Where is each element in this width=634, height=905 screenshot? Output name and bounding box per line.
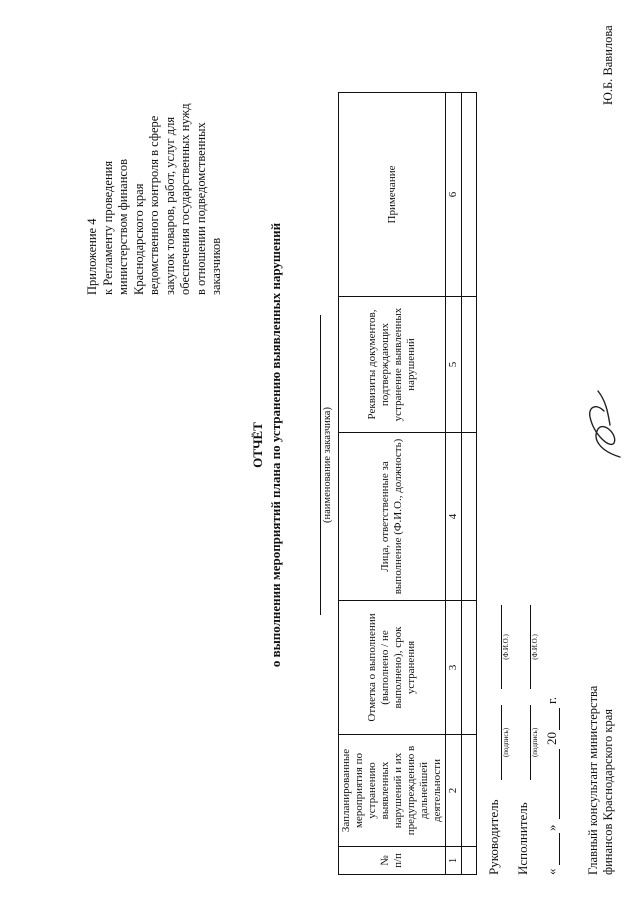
executor-name-hint: (Ф.И.О.)	[531, 634, 539, 660]
table-cell[interactable]	[462, 847, 477, 875]
appendix-line: к Регламенту проведения	[100, 160, 115, 295]
header-cell-number: № п/п	[339, 847, 446, 875]
customer-name-label: (наименование заказчика)	[322, 407, 333, 523]
header-cell-responsible: Лица, ответственные за выполнение (Ф.И.О., должность)	[339, 433, 446, 601]
table-cell[interactable]	[462, 735, 477, 847]
date-quote-open: «	[544, 868, 559, 875]
appendix-block	[85, 15, 225, 295]
header-cell-notes: Примечание	[339, 93, 446, 297]
appendix-line: министерством финансов	[116, 158, 130, 295]
table-number-row	[446, 93, 462, 875]
appendix-line: ведомственного контроля в сфере	[147, 115, 161, 295]
date-year-line[interactable]	[559, 708, 560, 730]
appendix-line: в отношении подведомственных	[193, 122, 208, 295]
date-day-line[interactable]	[559, 833, 560, 865]
report-subtitle: о выполнении мероприятий плана по устранению выявленных нарушений	[268, 222, 283, 668]
appendix-line: Приложение 4	[85, 218, 99, 295]
handwritten-signature	[580, 385, 630, 465]
head-name-hint: (Ф.И.О.)	[502, 634, 510, 660]
header-cell-status: Отметка о выполнении (выполнено / не выполнено), срок устранения	[339, 601, 446, 735]
executor-signature-hint: (подпись)	[531, 727, 539, 758]
report-title: ОТЧЁТ	[250, 422, 265, 468]
customer-name-line	[320, 315, 321, 615]
table-cell[interactable]	[462, 297, 477, 433]
header-cell-measures: Запланированные мероприятия по устранению выявленных нарушений и их предупреждению в дальнейшей деятельности	[339, 735, 446, 847]
appendix-line: закупок товаров, работ, услуг для	[162, 116, 177, 295]
date-year-suffix: г.	[544, 696, 559, 704]
header-cell-documents: Реквизиты документов, подтверждающих устранение выявленных нарушений	[339, 297, 446, 433]
head-signature-hint: (подпись)	[502, 727, 510, 758]
column-number: 2	[446, 735, 462, 847]
appendix-line: обеспечения государственных нужд	[178, 103, 192, 295]
table-cell[interactable]	[462, 433, 477, 601]
column-number: 6	[446, 93, 462, 297]
column-number: 5	[446, 297, 462, 433]
date-month-line[interactable]	[559, 749, 560, 819]
footer-position-line1: Главный консультант министерства	[586, 685, 600, 875]
executor-label: Исполнитель	[515, 802, 530, 875]
table-row	[462, 93, 477, 875]
appendix-line: заказчиков	[209, 237, 223, 295]
column-number: 1	[446, 847, 462, 875]
measures-table	[338, 92, 477, 875]
table-header-row	[339, 93, 446, 875]
date-quote-close: »	[544, 824, 559, 831]
column-number: 4	[446, 433, 462, 601]
column-number: 3	[446, 601, 462, 735]
table-cell[interactable]	[462, 93, 477, 297]
date-year-prefix: 20	[544, 732, 559, 745]
footer-position-line2: финансов Краснодарского края	[601, 708, 615, 875]
table-cell[interactable]	[462, 601, 477, 735]
head-label: Руководитель	[486, 799, 501, 875]
appendix-line: Краснодарского края	[131, 183, 146, 295]
footer-name: Ю.Б. Вавилова	[601, 25, 615, 105]
